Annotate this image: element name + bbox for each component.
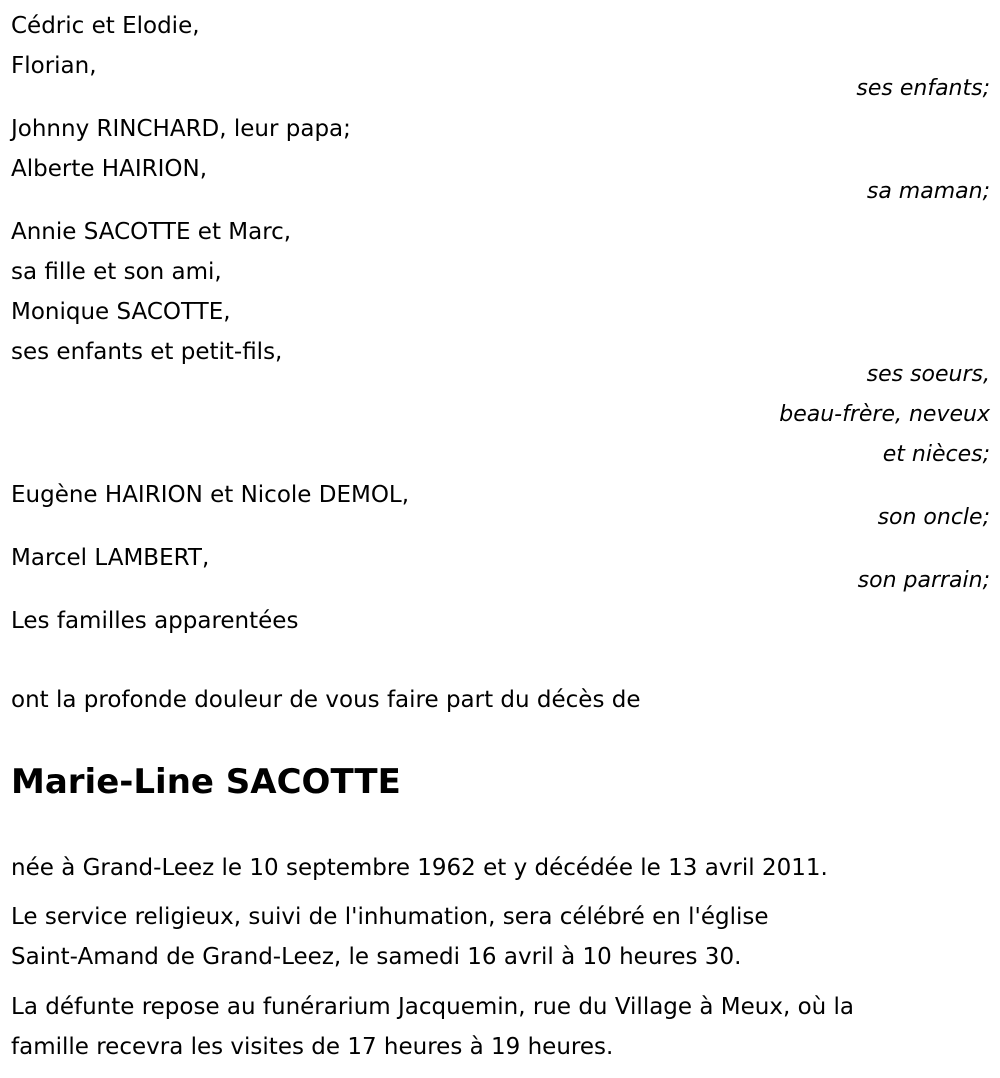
relation-label: ses enfants; <box>856 76 990 101</box>
visits-line: famille recevra les visites de 17 heures à 19 heures. <box>11 1034 614 1060</box>
service-line: Saint-Amand de Grand-Leez, le samedi 16 avril à 10 heures 30. <box>11 944 742 970</box>
family-line: Johnny RINCHARD, leur papa; <box>11 116 351 142</box>
relation-label: et nièces; <box>882 442 990 467</box>
family-line: Alberte HAIRION, <box>11 156 208 182</box>
relation-label: son oncle; <box>877 505 990 530</box>
service-line: Le service religieux, suivi de l'inhumation, sera célébré en l'église <box>11 904 769 930</box>
deceased-name: Marie-Line SACOTTE <box>11 762 401 802</box>
visits-line: La défunte repose au funérarium Jacquemin, rue du Village à Meux, où la <box>11 994 855 1020</box>
birth-death-line: née à Grand-Leez le 10 septembre 1962 et y décédée le 13 avril 2011. <box>11 855 828 881</box>
family-line: ses enfants et petit-fils, <box>11 339 283 365</box>
family-line: Annie SACOTTE et Marc, <box>11 219 292 245</box>
family-line: Florian, <box>11 53 97 79</box>
family-line: Les familles apparentées <box>11 608 299 634</box>
relation-label: beau-frère, neveux <box>779 402 990 427</box>
family-line: Monique SACOTTE, <box>11 299 231 325</box>
relation-label: son parrain; <box>857 568 990 593</box>
family-line: Marcel LAMBERT, <box>11 545 210 571</box>
family-line: Eugène HAIRION et Nicole DEMOL, <box>11 482 410 508</box>
announcement-text: ont la profonde douleur de vous faire part du décès de <box>11 687 641 713</box>
relation-label: sa maman; <box>866 179 990 204</box>
family-line: sa fille et son ami, <box>11 259 222 285</box>
relation-label: ses soeurs, <box>866 362 990 387</box>
family-line: Cédric et Elodie, <box>11 13 200 39</box>
